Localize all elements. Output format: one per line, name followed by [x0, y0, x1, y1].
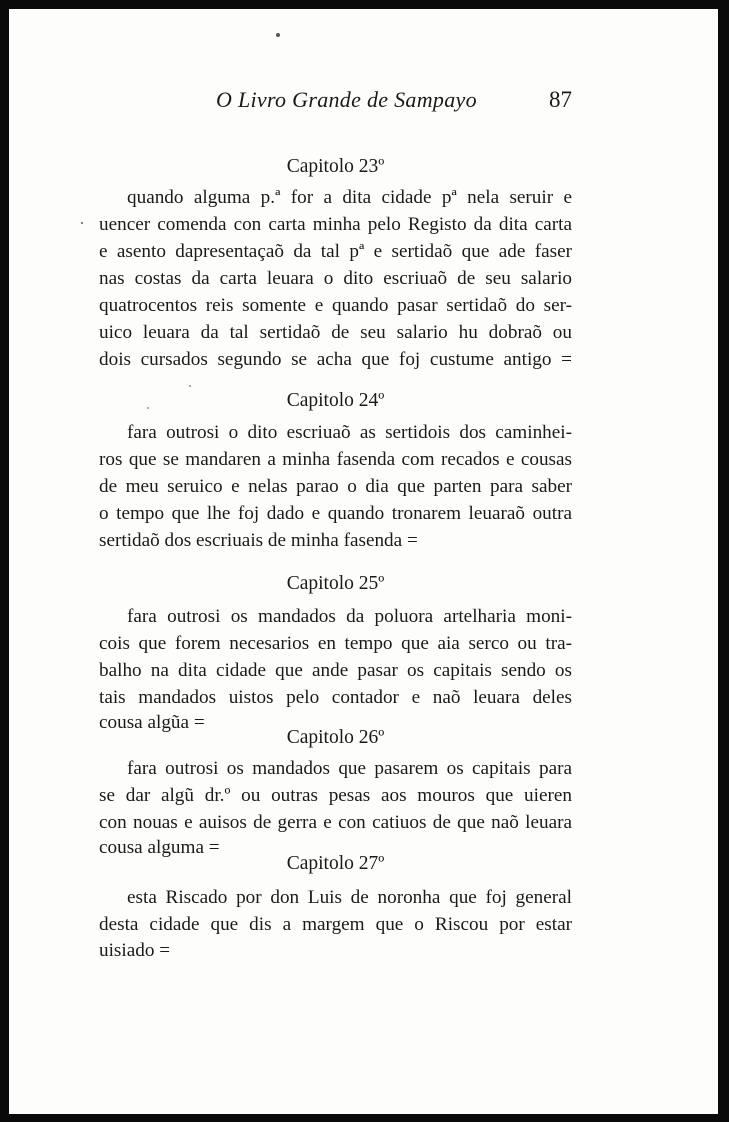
chapter-26-line: con nouas e auisos de gerra e con catiuos de que naõ leuara	[99, 812, 572, 833]
chapter-23-line: dois cursados segundo se acha que foj custume antigo =	[99, 349, 572, 370]
chapter-24-line: sertidaõ dos escriuais de minha fasenda =	[99, 530, 418, 551]
chapter-27-line: desta cidade que dis a margem que o Riscou por estar	[99, 914, 572, 935]
chapter-25-line: balho na dita cidade que ande pasar os capitais sendo os	[99, 660, 572, 681]
running-head	[9, 87, 729, 121]
chapter-26-line: cousa alguma =	[99, 837, 220, 858]
chapter-26-line: fara outrosi os mandados que pasarem os capitais para	[127, 758, 572, 779]
chapter-25-line: fara outrosi os mandados da poluora artelharia moni-	[127, 606, 572, 627]
chapter-24-line: de meu seruico e nelas parao o dia que parten para saber	[99, 476, 572, 497]
scan-speck	[81, 222, 83, 224]
chapter-heading-25: Capitolo 25º	[286, 573, 385, 594]
chapter-27-line: uisiado =	[99, 940, 171, 961]
chapter-23-line: nas costas da carta leuara o dito escriuaõ de seu salario	[99, 268, 572, 289]
chapter-heading-24: Capitolo 24º	[286, 390, 385, 411]
chapter-27-line: esta Riscado por don Luis de noronha que foj general	[127, 887, 572, 908]
chapter-23-line: e asento dapresentaçaõ da tal pª e sertidaõ que ade faser	[99, 241, 572, 262]
scan-speck	[276, 33, 280, 37]
chapter-23-line: quando alguma p.ª for a dita cidade pª nela seruir e	[127, 187, 572, 208]
chapter-24-line: o tempo que lhe foj dado e quando tronarem leuaraõ outra	[99, 503, 572, 524]
chapter-25-line: cois que forem necesarios en tempo que aia serco ou tra-	[99, 633, 572, 654]
chapter-25-line: cousa algũa =	[99, 712, 205, 733]
running-head-title: O Livro Grande de Sampayo	[216, 87, 477, 112]
chapter-24-line: ros que se mandaren a minha fasenda com recados e cousas	[99, 449, 572, 470]
chapter-23-line: quatrocentos reis somente e quando pasar sertidaõ do ser-	[99, 295, 572, 316]
page-number: 87	[549, 87, 572, 112]
chapter-25-line: tais mandados uistos pelo contador e naõ leuara deles	[99, 687, 572, 708]
scan-speck	[147, 407, 149, 409]
chapter-24-line: fara outrosi o dito escriuaõ as sertidois dos caminhei-	[127, 422, 572, 443]
chapter-heading-23: Capitolo 23º	[286, 156, 385, 177]
chapter-heading-27: Capitolo 27º	[286, 853, 385, 874]
chapter-26-line: se dar algũ dr.º ou outras pesas aos mouros que uieren	[99, 785, 572, 806]
chapter-heading-26: Capitolo 26º	[286, 727, 385, 748]
chapter-23-line: uencer comenda con carta minha pelo Registo da dita carta	[99, 214, 572, 235]
chapter-23-line: uico leuara da tal sertidaõ de seu salario hu dobraõ ou	[99, 322, 572, 343]
scan-speck	[189, 385, 191, 387]
